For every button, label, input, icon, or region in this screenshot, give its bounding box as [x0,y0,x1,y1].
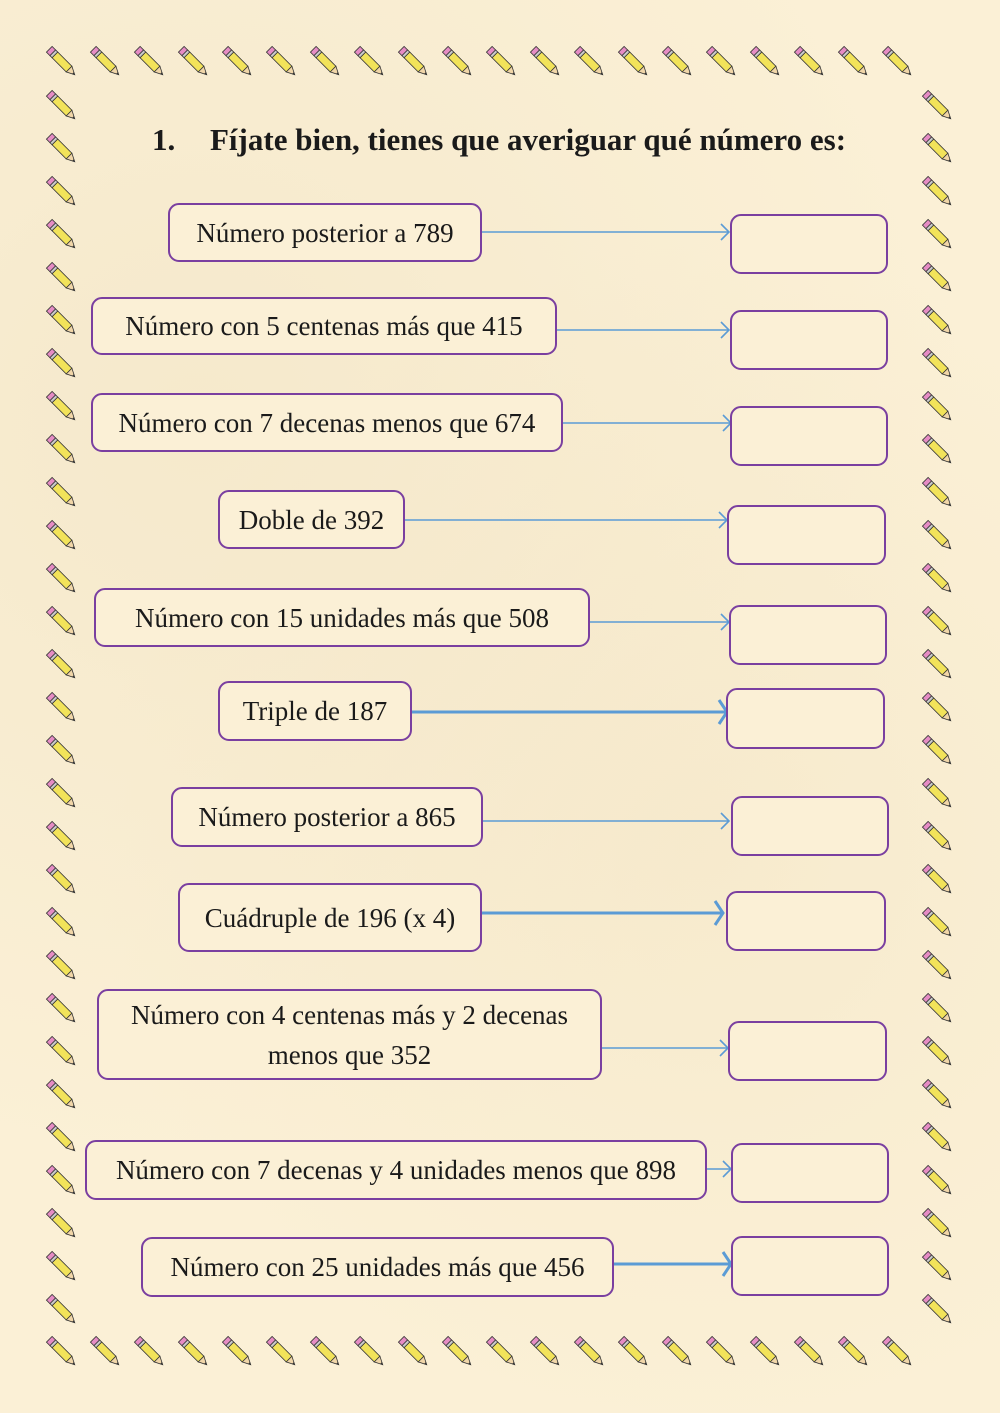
arrow-7 [482,813,729,829]
arrow-6 [411,700,727,724]
arrow-11 [613,1252,731,1276]
answer-box-2[interactable] [730,310,888,370]
arrow-8 [482,901,723,925]
arrow-1 [482,224,729,240]
arrow-10 [706,1161,731,1177]
clue-9: Número con 4 centenas más y 2 decenas menos que 352 [97,989,602,1080]
clue-6: Triple de 187 [218,681,412,741]
exercise-instruction: Fíjate bien, tienes que averiguar qué número es: [210,122,847,157]
answer-box-9[interactable] [728,1021,887,1081]
answer-box-10[interactable] [731,1143,889,1203]
arrow-5 [588,614,729,630]
clue-4: Doble de 392 [218,490,405,549]
arrow-2 [556,322,729,338]
clue-5: Número con 15 unidades más que 508 [94,588,590,647]
exercise-number: 1. [152,122,176,157]
answer-box-7[interactable] [731,796,889,856]
arrow-4 [404,512,727,528]
answer-box-5[interactable] [729,605,887,665]
clue-1: Número posterior a 789 [168,203,482,262]
clue-10: Número con 7 decenas y 4 unidades menos que 898 [85,1140,707,1200]
arrow-9 [600,1040,728,1056]
answer-box-4[interactable] [727,505,886,565]
clue-3: Número con 7 decenas menos que 674 [91,393,563,452]
clue-7: Número posterior a 865 [171,787,483,847]
arrow-3 [562,415,731,431]
clue-8: Cuádruple de 196 (x 4) [178,883,482,952]
clue-2: Número con 5 centenas más que 415 [91,297,557,355]
answer-box-8[interactable] [726,891,886,951]
clue-11: Número con 25 unidades más que 456 [141,1237,614,1297]
answer-box-11[interactable] [731,1236,889,1296]
answer-box-3[interactable] [730,406,888,466]
answer-box-1[interactable] [730,214,888,274]
answer-box-6[interactable] [726,688,885,749]
